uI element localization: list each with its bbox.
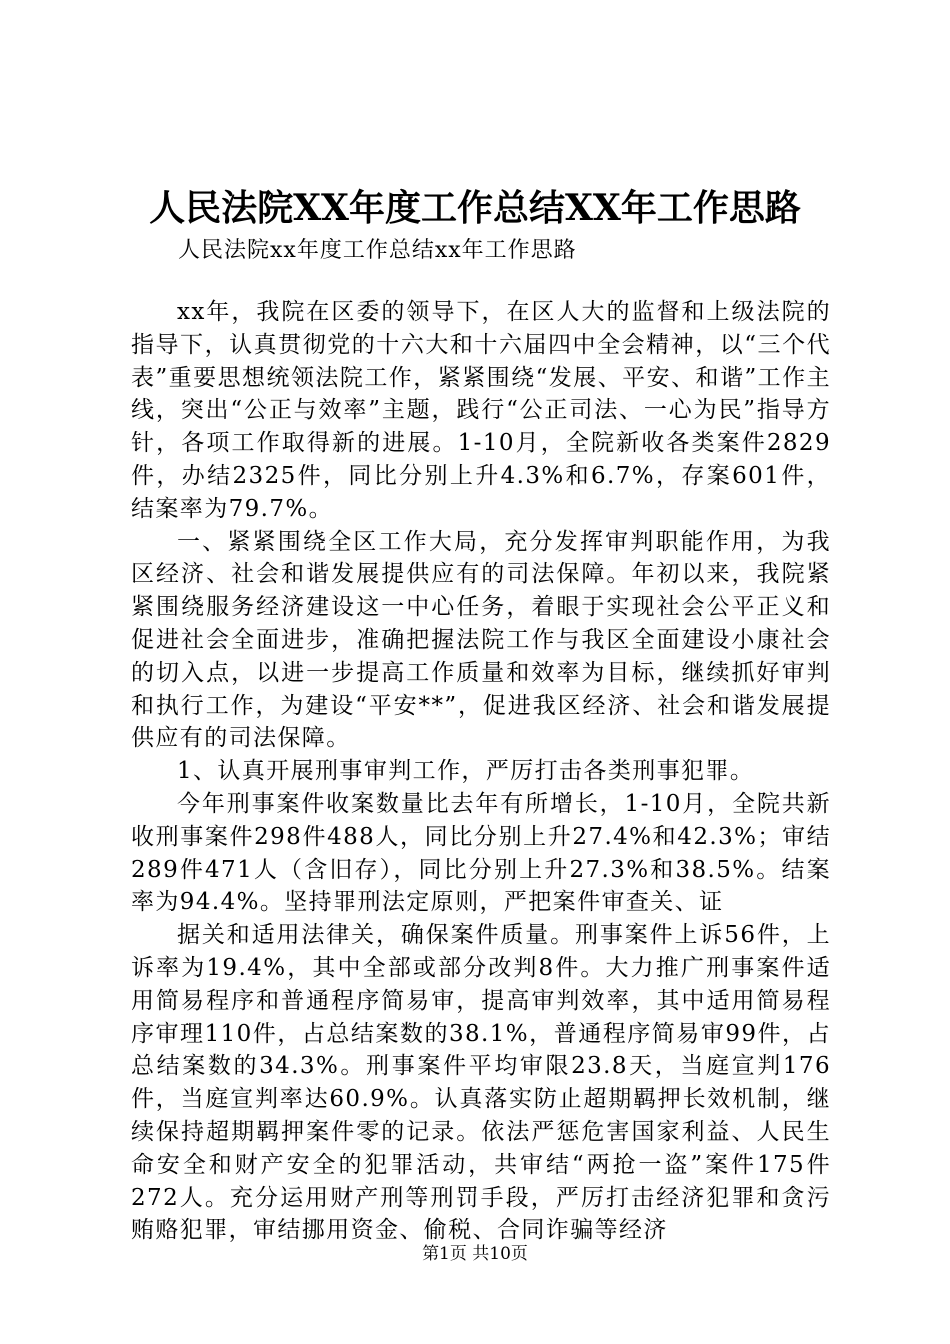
page-footer: 第1页 共10页 — [422, 1244, 528, 1264]
document-title: 人民法院XX年度工作总结XX年工作思路 — [149, 187, 801, 229]
paragraph-subsection-criminal: 1、认真开展刑事审判工作，严厉打击各类刑事犯罪。 — [177, 758, 755, 785]
paragraph-criminal-stats: 今年刑事案件收案数量比去年有所增长，1-10月，全院共新收刑事案件298件488人，同比分别上升27.4%和42.3%；审结289件471人（含旧存），同比分别上升27.3%和38.5%。结案率为94.4%。坚持罪刑法定原则，严把案件审查关、证 — [131, 790, 831, 916]
paragraph-intro: xx年，我院在区委的领导下，在区人大的监督和上级法院的指导下，认真贯彻党的十六大和十六届四中全会精神，以“三个代表”重要思想统领法院工作，紧紧围绕“发展、平安、和谐”工作主线，突出“公正与效率”主题，践行“公正司法、一心为民”指导方针，各项工作取得新的进展。1-10月，全院新收各类案件2829件，办结2325件，同比分别上升4.3%和6.7%，存案601件，结案率为79.7%。 — [131, 299, 831, 522]
paragraph-criminal-quality: 据关和适用法律关，确保案件质量。刑事案件上诉56件，上诉率为19.4%，其中全部或部分改判8件。大力推广刑事案件适用简易程序和普通程序简易审，提高审判效率，其中适用简易程序审理110件，占总结案数的38.1%，普通程序简易审99件，占总结案数的34.3%。刑事案件平均审限23.8天，当庭宣判176件，当庭宣判率达60.9%。认真落实防止超期羁押长效机制，继续保持超期羁押案件零的记录。依法严惩危害国家利益、人民生命安全和财产安全的犯罪活动，共审结“两抢一盗”案件175件272人。充分运用财产刑等刑罚手段，严厉打击经济犯罪和贪污贿赂犯罪，审结挪用资金、偷税、合同诈骗等经济 — [131, 922, 831, 1244]
document-body — [131, 296, 831, 1247]
paragraph-section-one: 一、紧紧围绕全区工作大局，充分发挥审判职能作用，为我区经济、社会和谐发展提供应有的司法保障。年初以来，我院紧紧围绕服务经济建设这一中心任务，着眼于实现社会公平正义和促进社会全面进步，准确把握法院工作与我区全面建设小康社会的切入点，以进一步提高工作质量和效率为目标，继续抓好审判和执行工作，为建设“平安**”，促进我区经济、社会和谐发展提供应有的司法保障。 — [131, 528, 831, 752]
document-subtitle: 人民法院xx年度工作总结xx年工作思路 — [178, 238, 577, 263]
